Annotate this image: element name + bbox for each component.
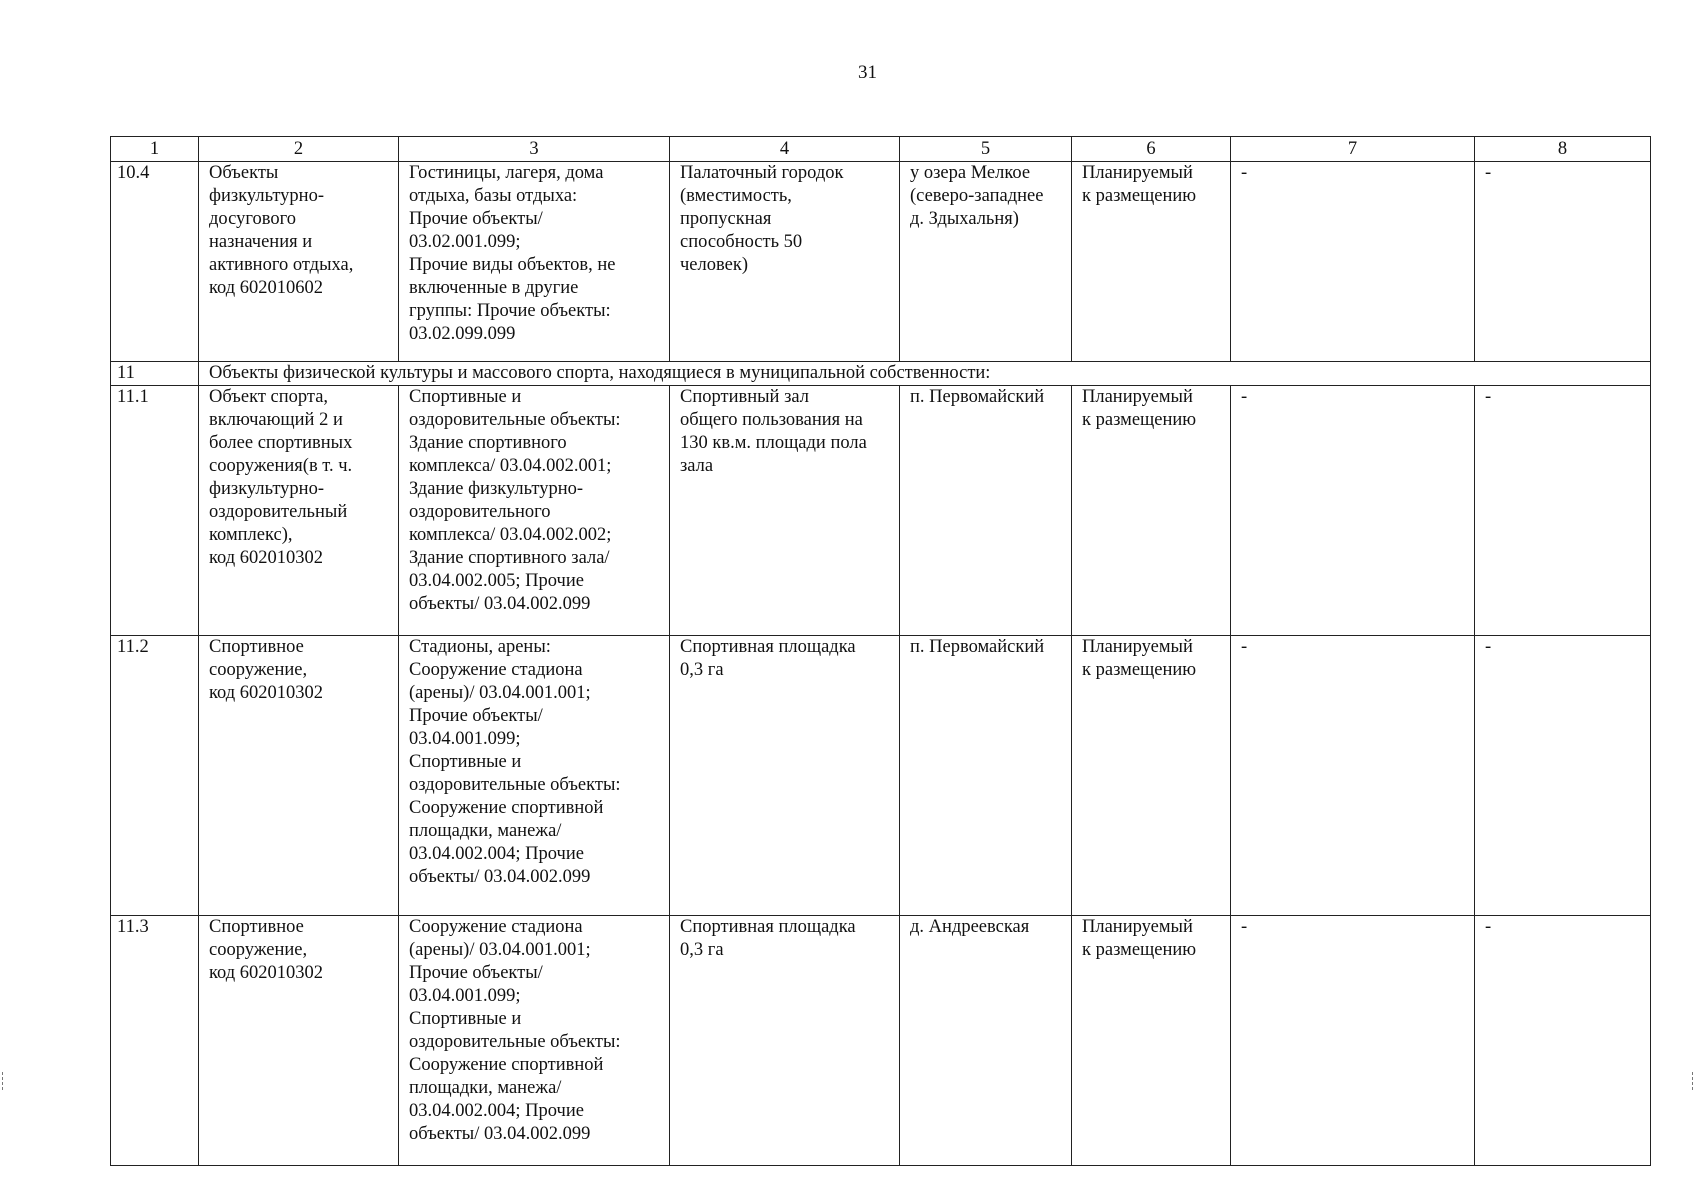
cell-text-line: пропускная <box>680 209 772 229</box>
cell-text-line: Спортивная площадка <box>680 637 856 657</box>
table-row <box>111 162 1651 362</box>
cell-text-line: Объект спорта, <box>209 387 329 407</box>
cell-text-line: Стадионы, арены: <box>409 637 551 657</box>
cell-text-line: Объекты <box>209 163 279 183</box>
col8-cell: - <box>1475 636 1651 916</box>
cell-text-line: объекты/ 03.04.002.099 <box>409 594 591 614</box>
location-cell <box>900 386 1072 636</box>
cell-text-line: группы: Прочие объекты: <box>409 301 611 321</box>
col8-cell: - <box>1475 916 1651 1166</box>
cell-text-line: Планируемый <box>1082 163 1193 183</box>
characteristics-cell <box>670 386 900 636</box>
col8-cell: - <box>1475 162 1651 362</box>
cell-text-line: Спортивная площадка <box>680 917 856 937</box>
location-cell <box>900 636 1072 916</box>
cell-text-line: назначения и <box>209 232 313 252</box>
cell-text-line: сооружение, <box>209 940 308 960</box>
cell-text-line: код 602010302 <box>209 548 324 568</box>
cell-text-line: объекты/ 03.04.002.099 <box>409 1124 591 1144</box>
cell-text-line: к размещению <box>1082 186 1197 206</box>
cell-text-line: Здание спортивного зала/ <box>409 548 610 568</box>
cell-text-line: (арены)/ 03.04.001.001; <box>409 940 591 960</box>
object-name-cell <box>199 636 399 916</box>
cell-text-line: п. Первомайский <box>910 637 1045 657</box>
cell-text-line: зала <box>680 456 714 476</box>
col7-cell: - <box>1231 162 1475 362</box>
row-number-cell: 11.1 <box>111 386 199 636</box>
cell-text-line: способность 50 <box>680 232 803 252</box>
row-number-cell: 11.3 <box>111 916 199 1166</box>
cell-text-line: физкультурно- <box>209 186 324 206</box>
table-row <box>111 362 1651 386</box>
cell-text-line: активного отдыха, <box>209 255 354 275</box>
cell-text-line: 03.04.002.005; Прочие <box>409 571 584 591</box>
col7-cell: - <box>1231 636 1475 916</box>
cell-text-line: код 602010302 <box>209 963 324 983</box>
cell-text-line: Сооружение стадиона <box>409 660 583 680</box>
characteristics-cell <box>670 916 900 1166</box>
table-row <box>111 916 1651 1166</box>
location-cell <box>900 916 1072 1166</box>
cell-text-line: более спортивных <box>209 433 353 453</box>
header-cell: 5 <box>900 137 1072 162</box>
cell-text-line: Прочие объекты/ <box>409 706 543 726</box>
cell-text-line: Спортивные и <box>409 752 522 772</box>
cell-text-line: п. Первомайский <box>910 387 1045 407</box>
cell-text-line: (арены)/ 03.04.001.001; <box>409 683 591 703</box>
cell-text-line: Спортивные и <box>409 387 522 407</box>
header-cell: 1 <box>111 137 199 162</box>
page-number: 31 <box>858 62 877 83</box>
cell-text-line: человек) <box>680 255 748 275</box>
cell-text-line: Прочие объекты/ <box>409 963 543 983</box>
cell-text-line: досугового <box>209 209 296 229</box>
cell-text-line: общего пользования на <box>680 410 863 430</box>
cell-text-line: Спортивные и <box>409 1009 522 1029</box>
cell-text-line: Прочие виды объектов, не <box>409 255 616 275</box>
classification-cell <box>399 162 670 362</box>
cell-text-line: к размещению <box>1082 410 1197 430</box>
header-cell: 4 <box>670 137 900 162</box>
cell-text-line: 130 кв.м. площади пола <box>680 433 867 453</box>
characteristics-cell <box>670 636 900 916</box>
header-cell: 3 <box>399 137 670 162</box>
row-number-cell: 11.2 <box>111 636 199 916</box>
cell-text-line: Спортивный зал <box>680 387 809 407</box>
cell-text-line: оздоровительный <box>209 502 348 522</box>
left-scan-mark <box>2 1072 5 1090</box>
cell-text-line: площадки, манежа/ <box>409 821 562 841</box>
header-cell: 6 <box>1072 137 1231 162</box>
cell-text-line: 03.04.001.099; <box>409 986 521 1006</box>
cell-text-line: Здание физкультурно- <box>409 479 584 499</box>
cell-text-line: Спортивное <box>209 637 304 657</box>
characteristics-cell <box>670 162 900 362</box>
object-name-cell <box>199 162 399 362</box>
header-cell: 7 <box>1231 137 1475 162</box>
col7-cell: - <box>1231 386 1475 636</box>
table-body <box>111 137 1651 1166</box>
cell-text-line: Планируемый <box>1082 637 1193 657</box>
cell-text-line: Палаточный городок <box>680 163 844 183</box>
status-cell <box>1072 162 1231 362</box>
row-number-cell: 10.4 <box>111 162 199 362</box>
cell-text-line: код 602010302 <box>209 683 324 703</box>
cell-text-line: 0,3 га <box>680 940 724 960</box>
cell-text-line: (вместимость, <box>680 186 792 206</box>
classification-cell <box>399 386 670 636</box>
section-title-cell <box>199 362 1651 386</box>
cell-text-line: комплекса/ 03.04.002.001; <box>409 456 612 476</box>
col8-cell: - <box>1475 386 1651 636</box>
col7-cell: - <box>1231 916 1475 1166</box>
cell-text-line: Здание спортивного <box>409 433 567 453</box>
status-cell <box>1072 916 1231 1166</box>
cell-text-line: оздоровительного <box>409 502 551 522</box>
cell-text-line: комплекса/ 03.04.002.002; <box>409 525 612 545</box>
cell-text-line: физкультурно- <box>209 479 324 499</box>
cell-text-line: Спортивное <box>209 917 304 937</box>
cell-text-line: 0,3 га <box>680 660 724 680</box>
cell-text-line: 03.04.001.099; <box>409 729 521 749</box>
cell-text-line: оздоровительные объекты: <box>409 775 621 795</box>
cell-text-line: отдыха, базы отдыха: <box>409 186 578 206</box>
header-cell: 8 <box>1475 137 1651 162</box>
cell-text-line: Сооружение стадиона <box>409 917 583 937</box>
table-row <box>111 386 1651 636</box>
cell-text-line: сооружения(в т. ч. <box>209 456 353 476</box>
cell-text-line: д. Здыхальня) <box>910 209 1019 229</box>
header-cell: 2 <box>199 137 399 162</box>
cell-text-line: код 602010602 <box>209 278 324 298</box>
cell-text-line: площадки, манежа/ <box>409 1078 562 1098</box>
objects-table <box>110 136 1651 1166</box>
status-cell <box>1072 386 1231 636</box>
cell-text-line: комплекс), <box>209 525 293 545</box>
cell-text-line: д. Андреевская <box>910 917 1030 937</box>
cell-text-line: Сооружение спортивной <box>409 1055 604 1075</box>
cell-text-line: Гостиницы, лагеря, дома <box>409 163 604 183</box>
row-number-cell: 11 <box>111 362 199 386</box>
cell-text-line: к размещению <box>1082 940 1197 960</box>
cell-text-line: 03.04.002.004; Прочие <box>409 844 584 864</box>
cell-text-line: оздоровительные объекты: <box>409 410 621 430</box>
cell-text-line: 03.02.099.099 <box>409 324 516 344</box>
cell-text-line: Планируемый <box>1082 917 1193 937</box>
cell-text-line: объекты/ 03.04.002.099 <box>409 867 591 887</box>
cell-text-line: Планируемый <box>1082 387 1193 407</box>
cell-text-line: Сооружение спортивной <box>409 798 604 818</box>
cell-text-line: 03.04.002.004; Прочие <box>409 1101 584 1121</box>
cell-text-line: сооружение, <box>209 660 308 680</box>
section-title: Объекты физической культуры и массового спорта, находящиеся в муниципальной собственности: <box>209 363 991 383</box>
classification-cell <box>399 636 670 916</box>
classification-cell <box>399 916 670 1166</box>
cell-text-line: (северо-западнее <box>910 186 1044 206</box>
cell-text-line: включенные в другие <box>409 278 579 298</box>
object-name-cell <box>199 916 399 1166</box>
object-name-cell <box>199 386 399 636</box>
cell-text-line: у озера Мелкое <box>910 163 1031 183</box>
status-cell <box>1072 636 1231 916</box>
cell-text-line: оздоровительные объекты: <box>409 1032 621 1052</box>
cell-text-line: к размещению <box>1082 660 1197 680</box>
right-scan-mark <box>1692 1072 1695 1090</box>
location-cell <box>900 162 1072 362</box>
cell-text-line: 03.02.001.099; <box>409 232 521 252</box>
cell-text-line: включающий 2 и <box>209 410 343 430</box>
header-row <box>111 137 1651 162</box>
cell-text-line: Прочие объекты/ <box>409 209 543 229</box>
table-row <box>111 636 1651 916</box>
